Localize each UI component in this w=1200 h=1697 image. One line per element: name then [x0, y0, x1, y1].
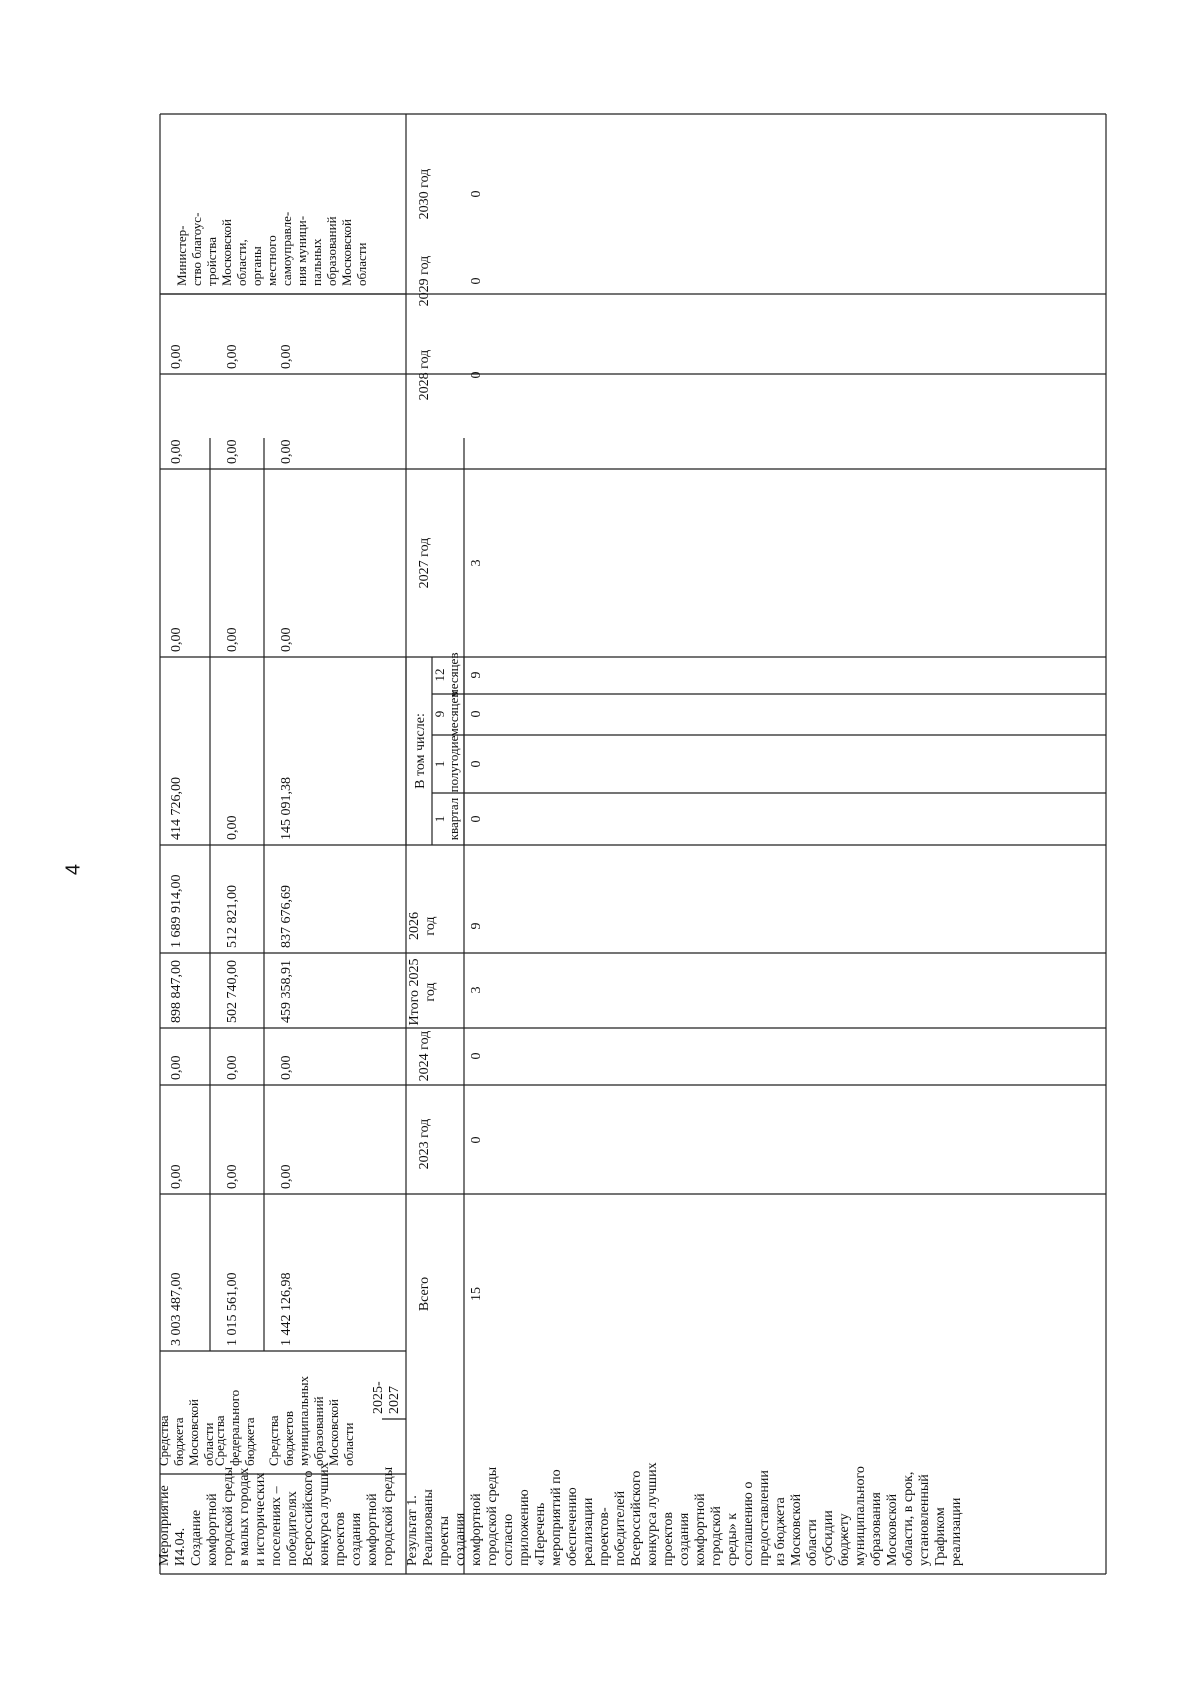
- result-header-q1: квартал: [446, 797, 461, 841]
- result-value-m9: 0: [469, 710, 484, 718]
- result-header-m9: 9: [432, 710, 447, 718]
- funding-source: Московской: [186, 1399, 201, 1466]
- result-header-including: В том числе:: [413, 713, 428, 789]
- result-description: проекты: [437, 1515, 452, 1566]
- result-description: установленный: [917, 1474, 932, 1566]
- funding-source: Средства: [212, 1415, 227, 1466]
- result-description: Графиком: [933, 1507, 948, 1566]
- result-description: городской среды: [485, 1466, 500, 1566]
- result-header-2026: год: [423, 916, 438, 936]
- result-description: комфортной: [469, 1493, 484, 1566]
- responsible-org: Московской: [219, 219, 234, 286]
- result-value-2023: 0: [469, 1136, 484, 1144]
- result-description: городской: [709, 1506, 724, 1566]
- table-text: [156, 169, 964, 1566]
- result-description: Результат 1.: [405, 1495, 420, 1566]
- result-value-2026: 9: [469, 922, 484, 930]
- result-description: обеспечению: [565, 1487, 580, 1566]
- funding-value: 0,00: [225, 1055, 240, 1080]
- activity-name: Мероприятие: [157, 1485, 172, 1566]
- funding-value: 0,00: [225, 1164, 240, 1189]
- result-header-2025: год: [423, 982, 438, 1002]
- result-header-2026: 2026: [407, 912, 422, 940]
- result-description: области: [805, 1519, 820, 1566]
- funding-value: 0,00: [225, 815, 240, 840]
- funding-value: 898 847,00: [169, 960, 184, 1023]
- result-description: среды» к: [725, 1512, 740, 1566]
- result-header-2024: 2024 год: [417, 1030, 432, 1082]
- funding-value: 1 689 914,00: [169, 874, 184, 948]
- activity-name: и исторических: [253, 1472, 268, 1566]
- activity-name: поселениях –: [269, 1486, 284, 1566]
- responsible-org: пальных: [309, 238, 324, 286]
- result-header-h1: 1: [432, 760, 447, 768]
- funding-source: бюджетов: [281, 1410, 296, 1466]
- result-header-2030: 2030 год: [417, 168, 432, 220]
- result-description: предоставлении: [757, 1470, 772, 1566]
- result-description: мероприятий по: [549, 1469, 564, 1566]
- funding-source: муниципальных: [296, 1375, 311, 1466]
- result-description: комфортной: [693, 1493, 708, 1566]
- result-header-m9: месяцев: [446, 691, 461, 737]
- result-header-2029: 2029 год: [417, 255, 432, 307]
- funding-source: образований: [311, 1396, 326, 1466]
- result-description: Московской: [885, 1493, 900, 1566]
- funding-value: 0,00: [279, 627, 294, 652]
- result-description: «Перечень: [533, 1502, 548, 1566]
- activity-name: Создание: [189, 1509, 204, 1566]
- funding-source: бюджета: [171, 1417, 186, 1466]
- result-description: создания: [677, 1512, 692, 1566]
- result-description: конкурса лучших: [645, 1462, 660, 1566]
- result-value-h1: 0: [469, 760, 484, 768]
- result-description: образования: [869, 1492, 884, 1566]
- funding-value: 145 091,38: [279, 777, 294, 840]
- funding-value: 1 442 126,98: [279, 1272, 294, 1346]
- result-header-2023: 2023 год: [417, 1118, 432, 1170]
- result-header-2027: 2027 год: [417, 537, 432, 589]
- funding-value: 0,00: [225, 439, 240, 464]
- activity-name: комфортной: [365, 1493, 380, 1566]
- funding-value: 3 003 487,00: [169, 1272, 184, 1346]
- result-header-q1: 1: [432, 815, 447, 823]
- result-value-2030: 0: [469, 190, 484, 198]
- activity-name: конкурса лучших: [317, 1462, 332, 1566]
- funding-value: 0,00: [279, 344, 294, 369]
- responsible-org: ния муници-: [294, 215, 309, 286]
- funding-source: Средства: [156, 1415, 171, 1466]
- activity-name: победителях: [285, 1491, 300, 1566]
- funding-value: 0,00: [225, 344, 240, 369]
- result-description: из бюджета: [773, 1497, 788, 1566]
- funding-value: 0,00: [169, 439, 184, 464]
- result-description: приложению: [517, 1489, 532, 1566]
- page-number: 4: [62, 863, 85, 876]
- responsible-org: самоуправле-: [279, 211, 294, 286]
- responsible-org: органы: [249, 246, 264, 286]
- funding-value: 1 015 561,00: [225, 1272, 240, 1346]
- funding-source: области: [341, 1422, 356, 1466]
- responsible-org: образований: [324, 216, 339, 286]
- activity-name: И4.04.: [173, 1527, 188, 1566]
- activity-name: Всероссийского: [301, 1470, 316, 1566]
- result-value-2027: 3: [469, 559, 484, 567]
- funding-source: области: [201, 1422, 216, 1466]
- funding-value: 0,00: [279, 439, 294, 464]
- result-description: муниципального: [853, 1466, 868, 1566]
- result-description: Реализованы: [421, 1489, 436, 1566]
- result-description: соглашению о: [741, 1481, 756, 1566]
- responsible-org: области,: [234, 239, 249, 286]
- funding-value: 0,00: [169, 1055, 184, 1080]
- result-description: проектов: [661, 1511, 676, 1566]
- result-header-m12: 12: [432, 668, 447, 682]
- funding-value: 0,00: [279, 1164, 294, 1189]
- result-header-2028: 2028 год: [417, 349, 432, 401]
- responsible-org: ство благоус-: [189, 212, 204, 286]
- result-value-q1: 0: [469, 815, 484, 823]
- funding-value: 502 740,00: [225, 960, 240, 1023]
- funding-value: 0,00: [225, 627, 240, 652]
- activity-years: 2027: [387, 1386, 402, 1414]
- activity-name: создания: [349, 1512, 364, 1566]
- funding-source: Московской: [326, 1399, 341, 1466]
- activity-name: городской среды: [381, 1466, 396, 1566]
- activity-name: в малых городах: [237, 1467, 252, 1566]
- result-description: бюджету: [837, 1513, 852, 1566]
- result-description: согласно: [501, 1513, 516, 1566]
- result-description: области, в срок,: [901, 1471, 916, 1566]
- responsible-org: Министер-: [174, 225, 189, 286]
- activity-years: 2025-: [371, 1381, 386, 1414]
- result-header-total: Всего: [417, 1276, 432, 1312]
- activity-name: комфортной: [205, 1493, 220, 1566]
- result-header-2025: Итого 2025: [407, 958, 422, 1026]
- responsible-org: области: [354, 242, 369, 286]
- result-description: Московской: [789, 1493, 804, 1566]
- result-description: создания: [453, 1512, 468, 1566]
- result-value-2025: 3: [469, 986, 484, 994]
- funding-value: 0,00: [279, 1055, 294, 1080]
- result-value-2029: 0: [469, 277, 484, 285]
- result-description: реализации: [949, 1497, 964, 1566]
- funding-source: Средства: [266, 1415, 281, 1466]
- funding-value: 0,00: [169, 1164, 184, 1189]
- result-value-2028: 0: [469, 371, 484, 379]
- table-grid: [160, 114, 1106, 1574]
- responsible-org: тройства: [204, 237, 219, 286]
- budget-table: [156, 114, 1106, 1574]
- result-description: реализации: [581, 1497, 596, 1566]
- result-value-2024: 0: [469, 1052, 484, 1060]
- funding-value: 459 358,91: [279, 960, 294, 1023]
- result-description: субсидии: [821, 1510, 836, 1566]
- funding-value: 837 676,69: [279, 885, 294, 948]
- result-header-h1: полугодие: [446, 735, 461, 793]
- funding-value: 414 726,00: [169, 777, 184, 840]
- activity-name: городской среды: [221, 1466, 236, 1566]
- funding-value: 0,00: [169, 627, 184, 652]
- responsible-org: Московской: [339, 219, 354, 286]
- result-value-m12: 9: [469, 671, 484, 679]
- responsible-org: местного: [264, 235, 279, 286]
- result-value-total: 15: [469, 1287, 484, 1301]
- funding-source: бюджета: [242, 1417, 257, 1466]
- activity-name: проектов: [333, 1511, 348, 1566]
- funding-source: федерального: [227, 1389, 242, 1466]
- result-description: победителей: [613, 1490, 628, 1566]
- funding-value: 0,00: [169, 344, 184, 369]
- result-description: Всероссийского: [629, 1470, 644, 1566]
- funding-value: 512 821,00: [225, 885, 240, 948]
- result-header-m12: месяцев: [446, 652, 461, 698]
- result-description: проектов-: [597, 1507, 612, 1566]
